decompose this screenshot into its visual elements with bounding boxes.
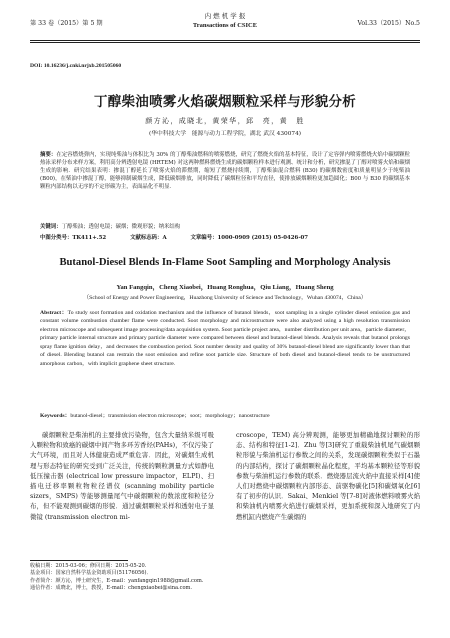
keywords-en <box>40 410 410 419</box>
keywords-en-text: butanol-diesel；transmission electron microscope；soot；morphology；nanostructure <box>70 413 270 419</box>
title-en: Butanol-Diesel Blends In-Flame Soot Sampling and Morphology Analysis <box>59 257 391 268</box>
header-rule-bottom <box>30 42 420 43</box>
footnote-rule <box>30 560 128 561</box>
clc-number: 中图分类号：TK411+.52 <box>40 235 107 241</box>
footnote-funding: 基金项目：国家自然科学基金资助项目(51176056)． <box>30 570 152 577</box>
authors-cn: 颜方沁，成晓北，黄荣华，邱 亮，黄 胜 <box>145 117 305 125</box>
running-header <box>30 8 420 36</box>
header-volume-en: Vol.33（2015）No.5 <box>357 20 420 27</box>
abstract-cn <box>40 151 410 191</box>
title-cn: 丁醇柴油喷雾火焰碳烟颗粒采样与形貌分析 <box>93 94 357 110</box>
header-journal-cn: 内 燃 机 学 报 <box>204 12 246 20</box>
header-volume-cn: 第 33 卷（2015）第 5 期 <box>30 20 103 27</box>
abstract-en-label: Abstract： <box>40 310 68 316</box>
keywords-cn-label: 关键词： <box>40 224 62 230</box>
keywords-cn-text: 丁醇柴油；透射电镜；碳烟；微观形貌；纳米结构 <box>61 224 181 230</box>
footnote-received: 收稿日期：2015-03-06；修回日期：2015-05-20. <box>30 563 147 569</box>
keywords-cn <box>40 223 410 231</box>
keywords-en-label: Keywords： <box>40 413 71 419</box>
header-rule-top <box>30 40 420 41</box>
abstract-cn-label: 摘要： <box>40 152 57 158</box>
affiliation-cn: (华中科技大学 能源与动力工程学院，湖北 武汉 430074) <box>148 131 302 137</box>
document-code: 文献标志码：A <box>130 235 167 241</box>
footnote-author: 作者简介：颜方沁，博士研究生，E-mail：yanfangqin1988@gmail.com. <box>30 577 204 584</box>
body-column-right: croscope，TEM) 高分辨观测，能够更加精确地探讨颗粒的形态、结构和特征[1-2]．Zhu 等[3]研究了重载柴油机尾气碳烟颗粒形貌与柴油机运行参数之间的关系，发现碳烟颗粒类似于石墨的内部结构，探讨了碳烟颗粒晶化程度，平均基本颗粒径等形貌参数与柴油机运行参数的联系．燃烧器层流火焰中直接采样[4]使人们对燃烧中碳烟颗粒内部形态、前驱物碳化[5]和碳烟氧化[6]有了初步的认识．Sakai、Menkiel 等[7-8]对液体燃料喷雾火焰和柴油机内喷雾火焰进行碳烟采样，更加系统和深入地研究了内燃机缸内燃烧产生碳烟的 <box>236 431 420 521</box>
footnotes <box>30 563 420 593</box>
header-journal-en: Transactions of CSICE <box>192 22 258 29</box>
abstract-en-text: To study soot formation and oxidation mechanism and the influence of butanol blends，soot sampling in a single cylinder diesel emission gas and constant volume combustion chamber flame were conducted. Soot morphology and microstructure were also analyzed using a high resolution transmission electron microscope and subsequent image processing/data acquisition system. Soot particle project area，number distribution per unit area，particle diameter，primary particle internal structure and primary particle diameter were compared between diesel and butanol-diesel blends. Analysis reveals that butanol prolongs spray flame ignition delay，and decreases the combustion period. Soot number density and quality of 30% butanol-diesel blend are significantly lower than that of diesel. Blending butanol can restrain the soot emission and refine soot particle size. Structure of both diesel and butanol-diesel tends to be unstructured amorphous carbon，with implicit graphene sheet structure. <box>40 310 410 367</box>
body-column-left: 碳烟颗粒是柴油机的主要排放污染物，包含大量纳米级可吸入颗粒物和致癌的碳烟中间产物多环芳香烃(PAHs)，不仅污染了大气环境，而且对人体健康造成严重危害．因此，对碳烟生成机理与形态特征的研究受到广泛关注，传统的颗粒测量方式如静电低压撞击器 (electrical low pressure impactor，ELPI)、扫描电迁移率颗粒物粒径谱仪 (scanning mobility particle sizers，SMPS) 等能够测量尾气中碳烟颗粒的数浓度和粒径分布，但不能观测到碳烟的形貌．通过碳烟颗粒采样和透射电子显微镜 (transmission electron mi- <box>30 431 214 521</box>
doi: DOI: 10.16236/j.cnki.nrjxb.201505060 <box>30 63 122 69</box>
footnote-corresponding: 通信作者：成晓北，博士，教授，E-mail：chengxiaobei@sina.com. <box>30 585 193 592</box>
abstract-cn-text: 在定容燃烧弹内，实现纯柴油与体积比为 30% 的丁醇柴油燃料的喷雾燃烧，研究了燃烧火焰的基本特征，设计了定容弹内喷雾燃烧火焰中碳烟颗粒热泳采样分布来样方案，利用高分辨透射电镜 (HRTEM) 对这两种燃料燃烧生成的碳烟颗粒样本进行观测、统计和分析，研究掺混了丁醇对喷雾火焰和碳烟生成的影响．研究结果表明：掺混丁醇延长了喷雾火焰的滞燃期，缩短了燃烧持续期，丁醇柴油混合燃料 (B30) 的碳烟数密度和质量明显少于纯柴油 (B00)，在柴油中掺混丁醇，能够抑制碳烟生成，降低碳烟排放，同时降低了碳烟粒径和平均直径，使排放碳烟颗粒更加趋圆化；B00 与 B30 的碳烟基本颗粒内部结构以无序的不定形碳为主，表面晶化不明显． <box>40 152 410 191</box>
article-number: 文章编号：1000-0909 (2015) 05-0426-07 <box>190 235 309 241</box>
affiliation-en: （School of Energy and Power Engineering，Huazhong University of Science and Technology，Wuhan 430074，China） <box>83 295 367 301</box>
abstract-en <box>40 309 410 368</box>
classification-cn <box>40 233 410 241</box>
authors-en: Yan Fangqin，Cheng Xiaobei，Huang Ronghua，Qiu Liang，Huang Sheng <box>116 284 334 291</box>
